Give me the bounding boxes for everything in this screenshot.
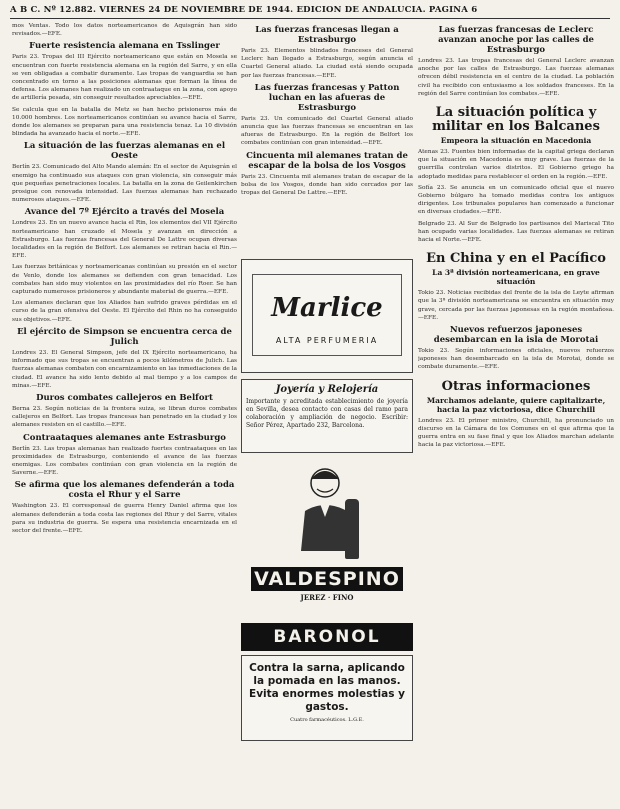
column-middle [241,22,413,745]
ad-sarna-small: Cuatro farmacéuticos. L.G.E. [290,717,364,724]
article-headline: Se afirma que los alemanes defenderán a toda costa el Rhur y el Sarre [14,480,235,501]
article-headline: Cincuenta mil alemanes tratan de escapar de la bolsa de los Vosgos [246,150,408,171]
article-paragraph: Los alemanes declaran que los Aliados han sufrido graves pérdidas en el curso de la gran ofensiva del Oeste. El Ejército del Rhin no ha conseguido sus objetivos.—EFE. [12,300,237,323]
article-paragraph: Paris 23. Un comunicado del Cuartel General aliado anuncia que las fuerzas francesas se encuentran en las afueras de Estrasburgo. En la región de Belfort los combates continúan con gran intensidad.—EFE. [241,115,413,147]
ad-valdespino-subtitle: JEREZ · FINO [300,593,354,603]
ad-marlice-logo: Marlice [271,293,383,324]
article-headline: La situación de las fuerzas alemanas en el Oeste [23,141,226,162]
article-paragraph: Tokio 23. Noticias recibidas del frente de la isla de Leyte afirman que la 3ª división norteamericana se encuentra en situación muy grave, cercada por las fuerzas japonesas en la región montañosa.—EFE. [418,290,614,321]
article-headline: Fuerte resistencia alemana en Tsslinger [29,41,220,52]
article-paragraph: mos Ventas. Todo los datos norteamericanos de Aquisgrán han sido revisados.—EFE. [12,23,237,38]
ad-marlice [241,259,413,373]
masthead: A B C. Nº 12.882. VIERNES 24 DE NOVIEMBRE DE 1944. EDICION DE ANDALUCIA. PAGINA 6 [10,2,610,19]
article-headline: Las fuerzas francesas llegan a Estrasburgo [255,25,399,45]
article-headline: Duros combates callejeros en Belfort [36,392,213,403]
ad-sarna [241,655,413,741]
article-paragraph: Washington 23. El corresponsal de guerra Henry Daniel afirma que los alemanes defenderán a toda costa las regiones del Rhur y del Sarre, vitales para su industria de guerra. Se espera una resistencia encarnizada en el sector del frente.—EFE. [12,503,237,534]
ad-valdespino-brand: VALDESPINO [251,567,403,591]
article-paragraph: Sofía 23. Se anuncia en un comunicado oficial que el nuevo Gobierno búlgaro ha tomado medidas contra los antiguos dirigentes. Los tribunales populares han comenzado a funcionar en diversas ciudades.—EFE. [418,184,614,216]
ad-valdespino-bottle [345,499,359,559]
article-paragraph: Paris 23. Cincuenta mil alemanes tratan de escapar de la bolsa de los Vosgos, donde han sido cercados por las tropas del General De Lattre.—EFE. [241,173,413,197]
article-paragraph: Belgrado 23. Al Sur de Belgrado los partisanos del Mariscal Tito han ocupado varias localidades. Las fuerzas alemanas se retiran hacia el Norte.—EFE. [418,220,614,244]
ad-joyeria-body: Importante y acreditada establecimiento de joyería en Sevilla, desea contacto con casas del ramo para colaboración y ampliación de negocio. Escribir: Señor Pérez, Apartado 232, Barcelona. [246,398,408,430]
ad-joyeria [241,379,413,453]
ad-marlice-frame [252,274,402,356]
section-subheading: Empeora la situación en Macedonia [440,136,592,146]
article-paragraph: Berna 23. Según noticias de la frontera suiza, se libran duros combates callejeros en Belfort. Las tropas francesas han penetrado en la ciudad y los alemanes resisten en el castillo.—EFE. [12,405,237,429]
article-paragraph: Londres 23. Las tropas francesas del General Leclerc avanzan anoche por las calles de Estrasburgo. Las fuerzas alemanas ofrecen débil resistencia en el centro de la ciudad. La población civil ha recibido con entusiasmo a los soldados franceses. En la región del Sarre continúan los combates.—EFE. [418,58,614,97]
article-paragraph: Londres 23. El primer ministro, Churchill, ha pronunciado un discurso en la Cámara de los Comunes en el que afirma que la guerra entra en su fase final y que los Aliados marchan adelante hacia la paz victoriosa.—EFE. [418,417,614,449]
article-paragraph: Paris 23. Elementos blindados franceses del General Leclerc han llegado a Estrasburgo, según anuncia el Cuartel General aliado. La ciudad está siendo ocupada por las fuerzas francesas.—EFE. [241,48,413,79]
article-paragraph: Londres 23. El General Simpson, jefe del IX Ejército norteamericano, ha informado que sus tropas se encuentran a pocos kilómetros de Julich. Las fuerzas alemanas combaten con encarnizamiento en las inmediaciones de la ciudad. El avance ha sido lento debido al mal tiempo y a los campos de minas.—EFE. [12,349,237,389]
section-subheading: La 3ª división norteamericana, en grave situación [432,268,600,287]
article-headline: Las fuerzas francesas de Leclerc avanzan anoche por las calles de Estrasburgo [438,25,594,55]
article-paragraph: Berlín 23. Las tropas alemanas han realizado fuertes contraataques en las proximidades de Estrasburgo, conteniendo el avance de las fuerzas enemigas. Los combates continúan con gran violencia en la región de Saverne.—EFE. [12,445,237,477]
column-right [418,22,614,452]
article-paragraph: Se calcula que en la batalla de Metz se han hecho prisioneros más de 10.000 hombres. Los norteamericanos continúan su avance hacia el Sarre, donde los alemanes se preparan para una resistencia tenaz. La 10 división blindada ha avanzado hacia el norte.—EFE. [12,106,237,138]
column-left [12,22,237,538]
article-headline: Contraataques alemanes ante Estrasburgo [23,432,226,443]
column-middle-articles [241,25,413,197]
article-headline: Nuevos refuerzos japoneses desembarcan en la isla de Morotai [433,325,599,346]
ad-joyeria-title: Joyería y Relojería [275,384,379,396]
ad-valdespino [241,459,413,619]
section-subheading: Marchamos adelante, quiere capitalizarte, hacia la paz victoriosa, dice Churchill [426,395,606,414]
ad-baronol: BARONOL [241,623,413,651]
section-heading: En China y en el Pacífico [426,251,606,267]
section-heading: La situación política y militar en los Balcanes [432,105,600,135]
article-paragraph: Berlín 23. Comunicado del Alto Mando alemán: En el sector de Aquisgrán el enemigo ha continuado sus ataques con gran violencia, sin conseguir más que pequeñas penetraciones locales. La batalla en la zona de Geilenkirchen prosigue con renovada intensidad. Las fuerzas alemanas han rechazado numerosos ataques.—EFE. [12,164,237,204]
article-paragraph: Las fuerzas británicas y norteamericanas continúan su presión en el sector de Venlo, donde los alemanes se defienden con gran tenacidad. Los combates han sido muy violentos en las proximidades del río Roer. Se han capturado numerosos prisioneros y abundante material de guerra.—EFE. [12,264,237,296]
article-paragraph: Tokio 23. Según informaciones oficiales, nuevos refuerzos japoneses han desembarcado en la isla de Morotai, donde se combate duramente.—EFE. [418,348,614,371]
article-headline: El ejército de Simpson se encuentra cerca de Julich [17,326,232,347]
article-paragraph: Atenas 23. Fuentes bien informadas de la capital griega declaran que la situación en Macedonia es muy grave. Las fuerzas de la guerrilla controlan varios distritos. El Gobierno griego ha adoptado medidas para restablecer el orden en la región.—EFE. [418,149,614,180]
article-paragraph: Londres 23. En un nuevo avance hacia el Rin, los elementos del VII Ejército norteamericano han cruzado el Mosela y avanzan en dirección a Estrasburgo. Las fuerzas francesas del General De Lattre ocupan diversas localidades en la región de Belfort. Los alemanes se retiran hacia el Rin.—EFE. [12,220,237,260]
article-paragraph: Paris 23. Tropas del III Ejército norteamericano que están en Mosela se encuentran con fuerte resistencia alemana en la región del Sarre, y en ella se ven obligadas a combatir duramente. Las tropas de vanguardia se han concentrado en torno a las posiciones alemanas que forman la línea de defensa. Los alemanes han realizado un contraataque en la zona, con apoyo de artillería pesada, sin conseguir resultados apreciables.—EFE. [12,54,237,102]
section-heading: Otras informaciones [441,378,591,394]
ad-marlice-tagline: ALTA PERFUMERIA [275,336,379,346]
article-headline: Avance del 7º Ejército a través del Mosela [24,207,225,218]
article-headline: Las fuerzas francesas y Patton luchan en las afueras de Estrasburgo [254,82,400,113]
ad-sarna-text: Contra la sarna, aplicando la pomada en las manos. Evita enormes molestias y gastos. [249,662,405,714]
